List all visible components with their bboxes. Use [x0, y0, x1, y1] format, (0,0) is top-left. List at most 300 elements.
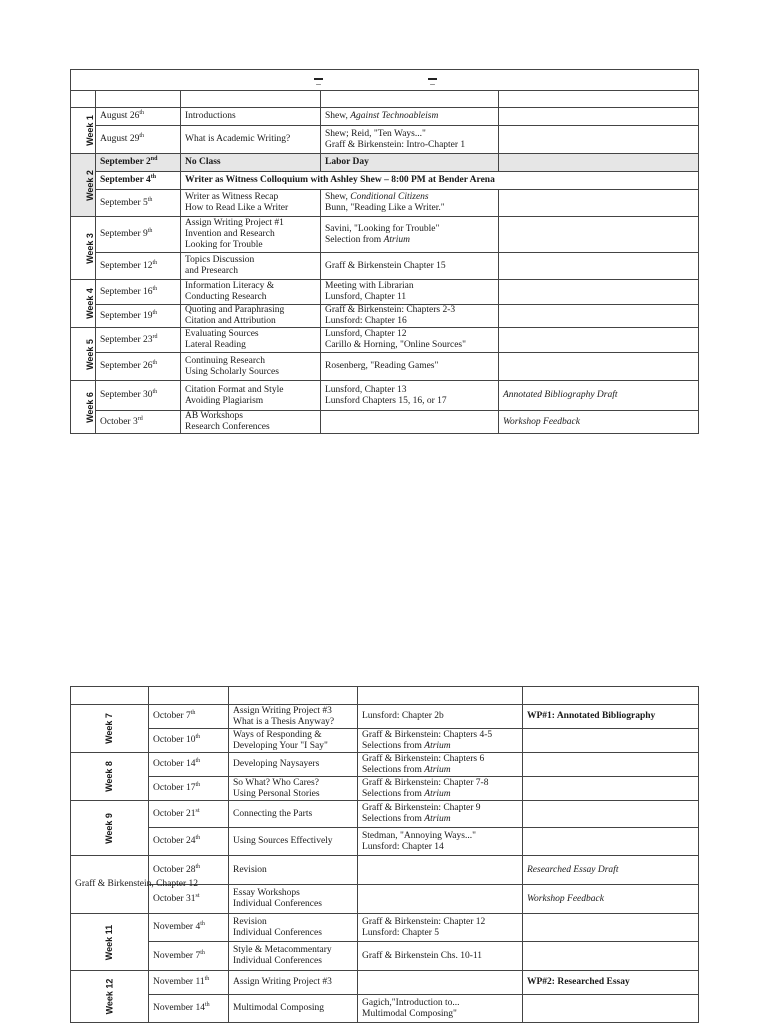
- table-row: [71, 381, 699, 411]
- date-suffix: th: [150, 173, 157, 180]
- reading-text: Lunsford, Chapter 11: [325, 292, 407, 302]
- topic-line: Individual Conferences: [233, 956, 322, 966]
- reading-line: [325, 361, 494, 372]
- reading-line: [325, 192, 494, 203]
- reading-text: Graff & Birkenstein Chs. 10-11: [362, 950, 483, 961]
- reading-line: [362, 789, 518, 800]
- reading-cell: [321, 108, 499, 126]
- reading-text: Gagich,"Introduction to...: [362, 997, 460, 1008]
- reading-line: [325, 316, 494, 327]
- assignment-cell: [499, 353, 699, 381]
- reading-text: Graff & Birkenstein: Chapter 12: [362, 916, 486, 927]
- reading-line: [325, 292, 494, 303]
- assignment-cell: [499, 154, 699, 172]
- date-suffix: th: [152, 285, 158, 292]
- reading-title: Against Technoableism: [350, 111, 439, 121]
- reading-line: [325, 157, 494, 168]
- reading-text: Lunsford: Chapter 16: [325, 316, 407, 326]
- reading-title: Atrium: [424, 740, 451, 751]
- date-text: August 26: [100, 111, 140, 121]
- topic-cell: [229, 777, 358, 801]
- reading-cell: [321, 411, 499, 434]
- reading-text: Bunn, "Reading Like a Writer.": [325, 203, 445, 213]
- table-row: [71, 154, 699, 172]
- date-text: October 28: [153, 864, 196, 875]
- event-text: Writer as Witness Colloquium with Ashley Shew – 8:00 PM at Bender Arena: [185, 175, 495, 185]
- week-label: Week 5: [84, 338, 95, 370]
- date-suffix: th: [190, 709, 196, 716]
- topic-line: Conducting Research: [185, 292, 267, 302]
- assignment-cell: [499, 411, 699, 434]
- reading-cell: [321, 190, 499, 217]
- date-text: November 4: [153, 922, 201, 932]
- table-row: [71, 995, 699, 1023]
- topic-cell: [181, 126, 321, 154]
- reading-line: [325, 111, 494, 122]
- date-suffix: rd: [137, 415, 143, 422]
- topic-cell: [181, 253, 321, 280]
- assignment-cell: [499, 253, 699, 280]
- topic-cell: [181, 381, 321, 411]
- assignment-cell: [499, 126, 699, 154]
- topic-line: Using Scholarly Sources: [185, 366, 279, 377]
- assignment-cell: [523, 971, 699, 995]
- reading-cell: [358, 995, 523, 1023]
- date-suffix: th: [195, 781, 201, 788]
- topic-line: Lateral Reading: [185, 340, 246, 350]
- date-text: August 29: [100, 134, 140, 144]
- topic-line: Using Personal Stories: [233, 788, 320, 799]
- date-suffix: th: [200, 920, 205, 927]
- assignment-cell: [523, 729, 699, 753]
- reading-line: [362, 711, 518, 722]
- date-suffix: th: [152, 309, 158, 316]
- reading-text: Graff & Birkenstein: Chapters 6: [362, 753, 485, 764]
- assignment-cell: [499, 217, 699, 253]
- reading-cell: [321, 154, 499, 172]
- reading-text: Lunsford, Chapter 13: [325, 384, 407, 395]
- topic-cell: [181, 108, 321, 126]
- date-suffix: th: [200, 949, 205, 956]
- reading-line: [325, 329, 494, 340]
- topic-cell: [229, 914, 358, 942]
- topic-cell: [229, 995, 358, 1023]
- reading-line: [325, 203, 494, 214]
- topic-cell: [181, 154, 321, 172]
- topic-line: Research Conferences: [185, 422, 270, 432]
- date-text: October 24: [153, 836, 196, 846]
- date-cell: [149, 753, 229, 777]
- topic-line: Revision: [233, 864, 267, 875]
- date-text: November 7: [153, 950, 201, 961]
- date-text: September 5: [100, 197, 148, 208]
- week-label: Week 2: [84, 169, 95, 201]
- topic-line: Ways of Responding &: [233, 729, 322, 740]
- date-cell: [96, 190, 181, 217]
- reading-line: [325, 235, 494, 246]
- reading-text: Graff & Birkenstein: Chapter 7-8: [362, 777, 489, 788]
- week-label: Week 11: [104, 924, 114, 960]
- date-cell: [96, 172, 181, 190]
- week-cell: [71, 705, 149, 753]
- week-cell: [71, 753, 149, 801]
- date-text: September 30: [100, 390, 153, 400]
- date-cell: [149, 914, 229, 942]
- reading-line: [325, 140, 494, 151]
- date-text: September 12: [100, 260, 153, 271]
- table-row: [71, 942, 699, 971]
- week-label: Week 7: [103, 713, 114, 744]
- week-label: Week 4: [84, 288, 95, 319]
- assignment-text: Workshop Feedback: [503, 416, 580, 427]
- week-cell: [71, 381, 96, 434]
- date-cell: [149, 995, 229, 1023]
- topic-line: Connecting the Parts: [233, 808, 313, 819]
- table-title-row: [71, 70, 699, 91]
- topic-line: Citation Format and Style: [185, 384, 284, 395]
- reading-line: [362, 778, 518, 789]
- table-row: [71, 753, 699, 777]
- table-row: [71, 353, 699, 381]
- reading-text: Lunsford, Chapter 12: [325, 329, 407, 339]
- reading-cell: [358, 828, 523, 856]
- topic-line: Writer as Witness Recap: [185, 192, 279, 202]
- topic-line: Essay Workshops: [233, 888, 300, 898]
- title-dash: –: [314, 78, 323, 91]
- topic-line: Avoiding Plagiarism: [185, 395, 264, 406]
- week-cell: [71, 108, 96, 154]
- date-cell: [96, 126, 181, 154]
- topic-cell: [181, 305, 321, 328]
- week-cell: [71, 914, 149, 971]
- topic-line: Assign Writing Project #1: [185, 218, 284, 228]
- assignment-cell: [523, 753, 699, 777]
- table-row: [71, 253, 699, 280]
- reading-text: Carillo & Horning, "Online Sources": [325, 340, 467, 350]
- reading-line: [362, 754, 518, 765]
- reading-line: [362, 814, 518, 825]
- reading-text: Selections from: [362, 740, 425, 751]
- assignment-text: Annotated Bibliography Draft: [503, 390, 618, 400]
- date-cell: [96, 217, 181, 253]
- assignment-cell: [499, 280, 699, 305]
- topic-cell: [181, 280, 321, 305]
- table-row: [71, 777, 699, 801]
- reading-cell: [358, 777, 523, 801]
- week-label: Week 8: [103, 761, 114, 792]
- date-suffix: th: [195, 757, 201, 764]
- reading-text: Selection from: [325, 234, 384, 245]
- date-suffix: th: [204, 1001, 210, 1008]
- assignment-cell: [523, 995, 699, 1023]
- reading-line: [325, 305, 494, 316]
- topic-line: AB Workshops: [185, 411, 243, 421]
- assignment-cell: [499, 328, 699, 353]
- reading-line: [325, 385, 494, 396]
- assignment-cell: [523, 914, 699, 942]
- date-text: October 14: [153, 759, 196, 769]
- topic-cell: [229, 971, 358, 995]
- reading-line: [362, 741, 518, 752]
- reading-line: [362, 917, 518, 928]
- date-suffix: th: [195, 863, 201, 870]
- date-text: October 31: [153, 893, 196, 904]
- reading-line: [325, 129, 494, 140]
- topic-cell: [181, 328, 321, 353]
- topic-line: Developing Your "I Say": [233, 740, 328, 751]
- reading-cell: [321, 253, 499, 280]
- week-label: Week 6: [84, 391, 95, 423]
- date-text: September 23: [100, 334, 153, 345]
- date-cell: [149, 729, 229, 753]
- reading-text: Selections from: [362, 764, 425, 775]
- date-text: October 10: [153, 735, 196, 745]
- date-cell: [96, 353, 181, 381]
- assignment-cell: [499, 305, 699, 328]
- topic-line: and Presearch: [185, 266, 239, 276]
- topic-line: Invention and Research: [185, 229, 275, 239]
- reading-text: Meeting with Librarian: [325, 281, 414, 291]
- assignment-cell: [523, 828, 699, 856]
- reading-text: Lunsford: Chapter 14: [362, 841, 444, 852]
- reading-line: [362, 831, 518, 842]
- week-label: Graff & Birkenstein, Chapter 12: [75, 879, 199, 889]
- reading-cell: [358, 729, 523, 753]
- topic-line: Assign Writing Project #3: [233, 977, 332, 987]
- reading-line: [362, 928, 518, 939]
- reading-cell: [321, 328, 499, 353]
- date-text: October 3: [100, 416, 138, 427]
- topic-line: Revision: [233, 916, 267, 927]
- table-row: [71, 108, 699, 126]
- table-row: [71, 280, 699, 305]
- reading-line: [325, 261, 494, 272]
- topic-cell: [181, 353, 321, 381]
- reading-text: Multimodal Composing": [362, 1008, 457, 1019]
- reading-text: Graff & Birkenstein: Chapter 9: [362, 803, 481, 813]
- reading-title: Conditional Citizens: [350, 192, 429, 202]
- date-text: October 17: [153, 783, 196, 793]
- reading-cell: [358, 705, 523, 729]
- reading-cell: [358, 856, 523, 885]
- table-row: [71, 729, 699, 753]
- date-text: September 4: [100, 175, 151, 185]
- week-cell: [71, 154, 96, 217]
- event-cell: [181, 172, 699, 190]
- topic-line: Assign Writing Project #3: [233, 705, 332, 716]
- topic-cell: [229, 942, 358, 971]
- assignment-cell: [523, 801, 699, 828]
- date-cell: [149, 971, 229, 995]
- date-text: September 19: [100, 310, 153, 321]
- reading-cell: [321, 217, 499, 253]
- table-row: [71, 705, 699, 729]
- reading-text: Graff & Birkenstein: Intro-Chapter 1: [325, 139, 466, 150]
- reading-line: [362, 730, 518, 741]
- topic-line: What is Academic Writing?: [185, 134, 291, 144]
- topic-line: No Class: [185, 157, 221, 167]
- date-suffix: th: [139, 109, 144, 116]
- topic-line: So What? Who Cares?: [233, 777, 319, 788]
- topic-line: Multimodal Composing: [233, 1003, 325, 1013]
- topic-line: What is a Thesis Anyway?: [233, 716, 335, 727]
- topic-line: Developing Naysayers: [233, 759, 320, 769]
- assignment-text: Workshop Feedback: [527, 893, 604, 904]
- reading-text: Graff & Birkenstein Chapter 15: [325, 260, 446, 271]
- week-label: Week 9: [103, 812, 114, 844]
- reading-text: Shew,: [325, 111, 351, 121]
- date-suffix: st: [195, 892, 200, 899]
- table-row: [71, 828, 699, 856]
- table-row: [71, 328, 699, 353]
- reading-text: Graff & Birkenstein: Chapters 2-3: [325, 305, 456, 315]
- reading-text: Graff & Birkenstein: Chapters 4-5: [362, 729, 493, 740]
- title-dash: –: [428, 78, 437, 91]
- table-row: [71, 190, 699, 217]
- reading-text: Savini, "Looking for Trouble": [325, 223, 440, 234]
- date-suffix: nd: [150, 155, 158, 162]
- assignment-text: Researched Essay Draft: [527, 864, 619, 875]
- table-row: [71, 217, 699, 253]
- topic-cell: [229, 705, 358, 729]
- reading-cell: [358, 885, 523, 914]
- date-cell: [96, 253, 181, 280]
- topic-cell: [181, 190, 321, 217]
- date-suffix: th: [147, 227, 153, 234]
- table-row: [71, 305, 699, 328]
- date-suffix: st: [195, 807, 200, 814]
- date-cell: [96, 411, 181, 434]
- reading-title: Atrium: [424, 814, 451, 824]
- date-suffix: th: [139, 132, 144, 139]
- date-text: November 11: [153, 977, 205, 987]
- date-cell: [96, 108, 181, 126]
- assignment-cell: [499, 108, 699, 126]
- table-row: [71, 971, 699, 995]
- reading-cell: [321, 305, 499, 328]
- date-cell: [96, 305, 181, 328]
- week-cell: [71, 971, 149, 1023]
- topic-line: Continuing Research: [185, 355, 265, 366]
- date-cell: [149, 801, 229, 828]
- table-row: [71, 172, 699, 190]
- assignment-cell: [523, 885, 699, 914]
- week-label: Week 1: [84, 115, 95, 146]
- reading-cell: [358, 753, 523, 777]
- reading-cell: [358, 971, 523, 995]
- date-cell: [149, 942, 229, 971]
- assignment-cell: [523, 856, 699, 885]
- topic-cell: [229, 885, 358, 914]
- reading-line: [362, 842, 518, 853]
- reading-cell: [321, 381, 499, 411]
- topic-line: Using Sources Effectively: [233, 836, 333, 846]
- reading-text: Selections from: [362, 814, 425, 824]
- reading-line: [362, 951, 518, 962]
- topic-cell: [181, 411, 321, 434]
- reading-line: [325, 396, 494, 407]
- table-row: [71, 411, 699, 434]
- date-suffix: th: [152, 388, 158, 395]
- assignment-cell: [499, 190, 699, 217]
- date-suffix: th: [152, 259, 158, 266]
- date-cell: [96, 280, 181, 305]
- week-cell: [71, 280, 96, 328]
- topic-line: Topics Discussion: [185, 255, 255, 265]
- reading-title: Atrium: [383, 234, 410, 245]
- assignment-cell: [523, 777, 699, 801]
- reading-cell: [358, 801, 523, 828]
- table-row: [71, 856, 699, 885]
- reading-cell: [358, 914, 523, 942]
- reading-line: [325, 224, 494, 235]
- topic-line: Citation and Attribution: [185, 316, 276, 326]
- reading-text: Selections from: [362, 788, 425, 799]
- date-cell: [96, 381, 181, 411]
- date-text: September 26: [100, 361, 153, 371]
- assignment-text: WP#2: Researched Essay: [527, 977, 630, 987]
- assignment-text: WP#1: Annotated Bibliography: [527, 711, 656, 721]
- reading-text: Lunsford: Chapter 2b: [362, 711, 444, 721]
- topic-cell: [229, 753, 358, 777]
- topic-line: Individual Conferences: [233, 899, 322, 909]
- date-suffix: th: [195, 834, 201, 841]
- week-label: Week 3: [84, 232, 95, 264]
- topic-line: Introductions: [185, 111, 236, 121]
- reading-line: [362, 998, 518, 1009]
- week-label: Week 12: [103, 978, 114, 1015]
- date-text: September 16: [100, 286, 153, 297]
- topic-line: Evaluating Sources: [185, 329, 259, 339]
- date-suffix: rd: [152, 333, 158, 340]
- table-header-row: [71, 91, 699, 108]
- date-cell: [96, 328, 181, 353]
- topic-cell: [229, 729, 358, 753]
- date-suffix: th: [204, 975, 210, 982]
- date-text: November 14: [153, 1003, 205, 1013]
- reading-text: Shew,: [325, 192, 351, 202]
- topic-line: Individual Conferences: [233, 927, 322, 938]
- date-cell: [149, 828, 229, 856]
- date-cell: [149, 705, 229, 729]
- reading-text: Labor Day: [325, 157, 369, 167]
- topic-cell: [229, 828, 358, 856]
- topic-line: How to Read Like a Writer: [185, 203, 289, 213]
- table-row: [71, 914, 699, 942]
- reading-text: Stedman, "Annoying Ways...": [362, 830, 476, 841]
- assignment-cell: [499, 381, 699, 411]
- reading-cell: [321, 280, 499, 305]
- topic-line: Style & Metacommentary: [233, 945, 332, 955]
- date-suffix: th: [152, 359, 158, 366]
- week-cell: [71, 801, 149, 856]
- date-text: September 9: [100, 229, 148, 239]
- topic-line: Information Literacy &: [185, 281, 275, 291]
- table-row: [71, 801, 699, 828]
- topic-line: Quoting and Paraphrasing: [185, 305, 285, 315]
- reading-line: [362, 765, 518, 776]
- table-row: [71, 126, 699, 154]
- week-cell: [71, 328, 96, 381]
- reading-line: [325, 281, 494, 292]
- reading-cell: [321, 353, 499, 381]
- assignment-cell: [523, 942, 699, 971]
- date-text: September 2: [100, 157, 151, 167]
- topic-cell: [229, 801, 358, 828]
- reading-text: Lunsford Chapters 15, 16, or 17: [325, 395, 447, 406]
- reading-line: [325, 340, 494, 351]
- reading-line: [362, 803, 518, 814]
